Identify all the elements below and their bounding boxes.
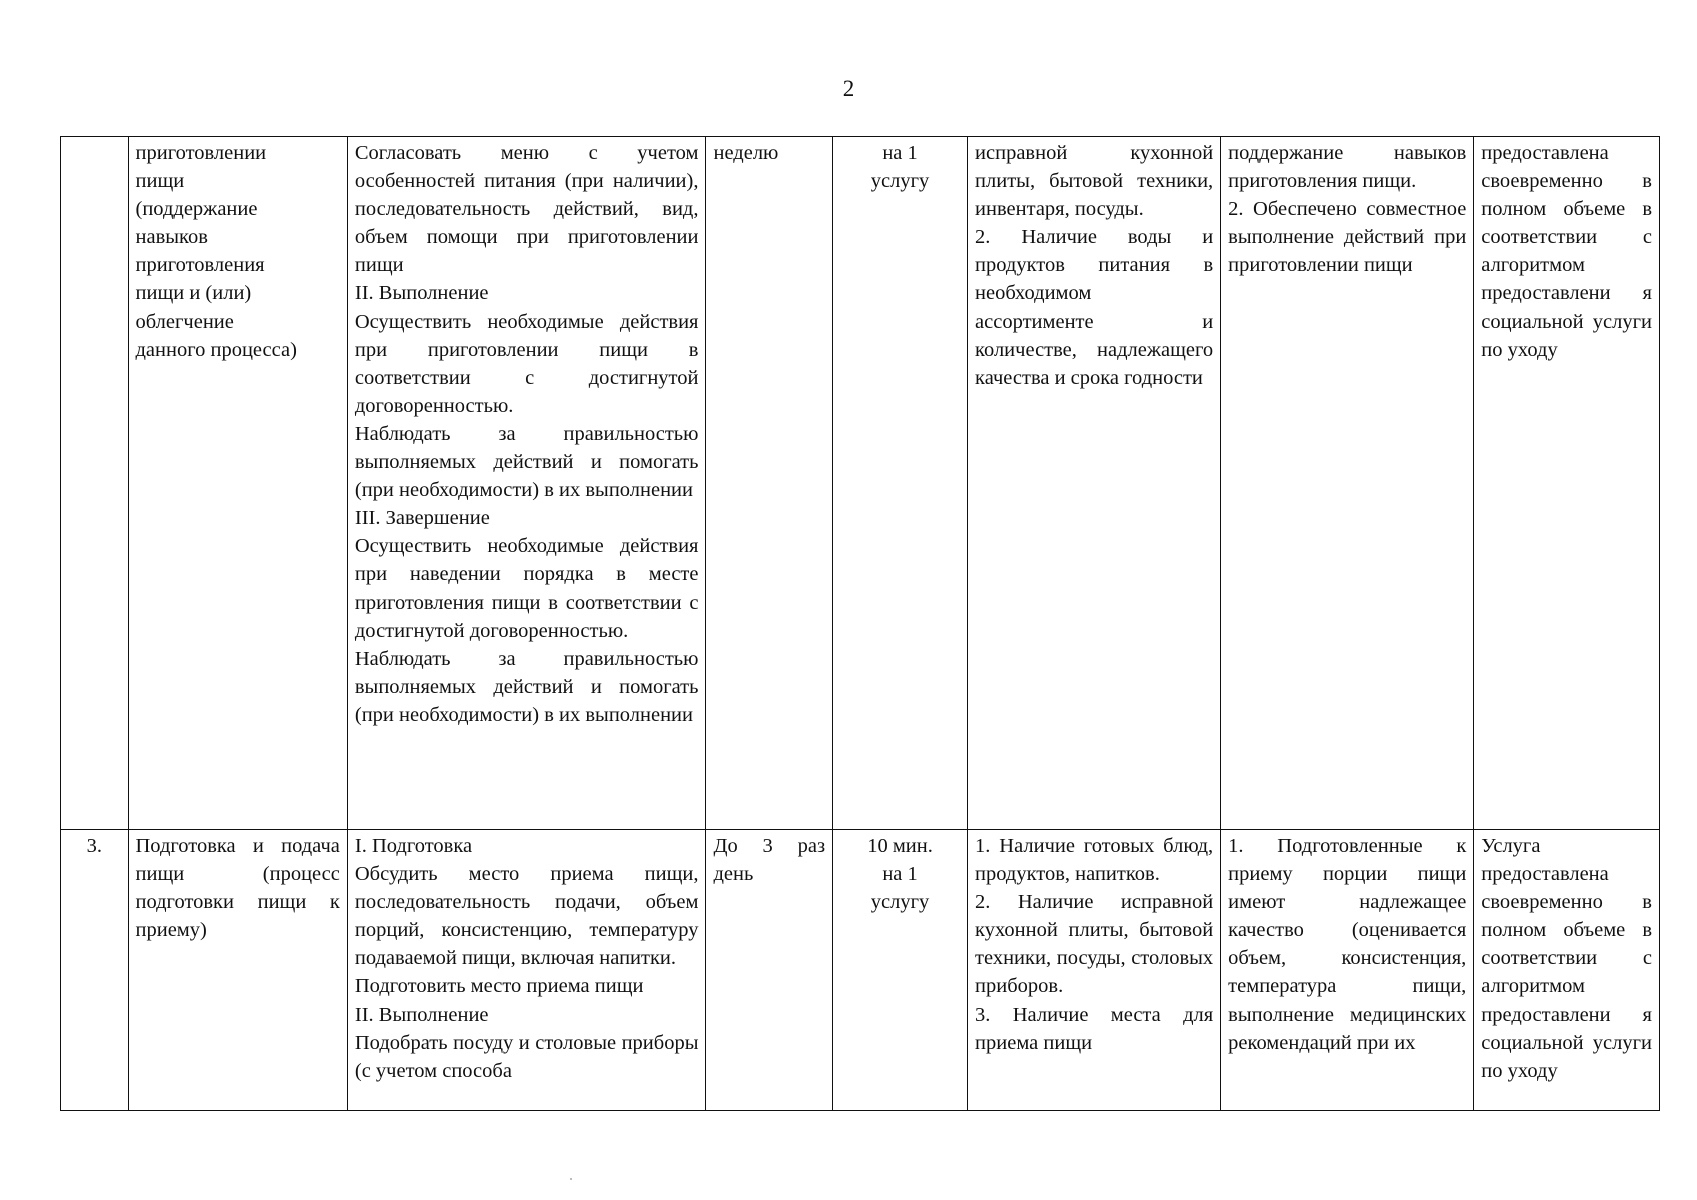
conditions-cell: исправной кухонной плиты, бытовой техники, инвентаря, посуды. 2. Наличие воды и продуктов питания в необходимом ассортименте и количестве, надлежащего качества и срока годности bbox=[968, 137, 1221, 830]
services-table bbox=[60, 136, 1660, 1111]
duration-cell: 10 мин. на 1 услугу bbox=[833, 830, 968, 1111]
results-cell: поддержание навыков приготовления пищи. 2. Обеспечено совместное выполнение действий при приготовлении пищи bbox=[1221, 137, 1474, 830]
service-name-cell: Подготовка и подача пищи (процесс подготовки пищи к приему) bbox=[128, 830, 347, 1111]
table-row bbox=[61, 137, 1660, 830]
frequency-cell: До 3 раз день bbox=[706, 830, 833, 1111]
results-cell: 1. Подготовленные к приему порции пищи имеют надлежащее качество (оценивается объем, консистенция, температура пищи, выполнение медицинских рекомендаций при их bbox=[1221, 830, 1474, 1111]
frequency-cell: неделю bbox=[706, 137, 833, 830]
service-content-cell: I. Подготовка Обсудить место приема пищи, последовательность подачи, объем порций, консистенцию, температуру подаваемой пищи, включая напитки. Подготовить место приема пищи II. Выполнение Подобрать посуду и столовые приборы (с учетом способа bbox=[347, 830, 706, 1111]
table-row bbox=[61, 830, 1660, 1111]
evaluation-cell: предоставлена своевременно в полном объеме в соответствии с алгоритмом предоставлени я социальной услуги по уходу bbox=[1474, 137, 1660, 830]
scan-speck bbox=[570, 1178, 572, 1180]
row-number-cell bbox=[61, 137, 129, 830]
service-name-cell: приготовлении пищи (поддержание навыков приготовления пищи и (или) облегчение данного процесса) bbox=[128, 137, 347, 830]
row-number-cell: 3. bbox=[61, 830, 129, 1111]
page-number: 2 bbox=[842, 76, 855, 101]
duration-cell: на 1 услугу bbox=[833, 137, 968, 830]
evaluation-cell: Услуга предоставлена своевременно в полном объеме в соответствии с алгоритмом предоставлени я социальной услуги по уходу bbox=[1474, 830, 1660, 1111]
conditions-cell: 1. Наличие готовых блюд, продуктов, напитков. 2. Наличие исправной кухонной плиты, бытовой техники, посуды, столовых приборов. 3. Наличие места для приема пищи bbox=[968, 830, 1221, 1111]
service-content-cell: Согласовать меню с учетом особенностей питания (при наличии), последовательность действий, вид, объем помощи при приготовлении пищи II. Выполнение Осуществить необходимые действия при приготовлении пищи в соответствии с достигнутой договоренностью. Наблюдать за правильностью выполняемых действий и помогать (при необходимости) в их выполнении III. Завершение Осуществить необходимые действия при наведении порядка в месте приготовления пищи в соответствии с достигнутой договоренностью. Наблюдать за правильностью выполняемых действий и помогать (при необходимости) в их выполнении bbox=[347, 137, 706, 830]
